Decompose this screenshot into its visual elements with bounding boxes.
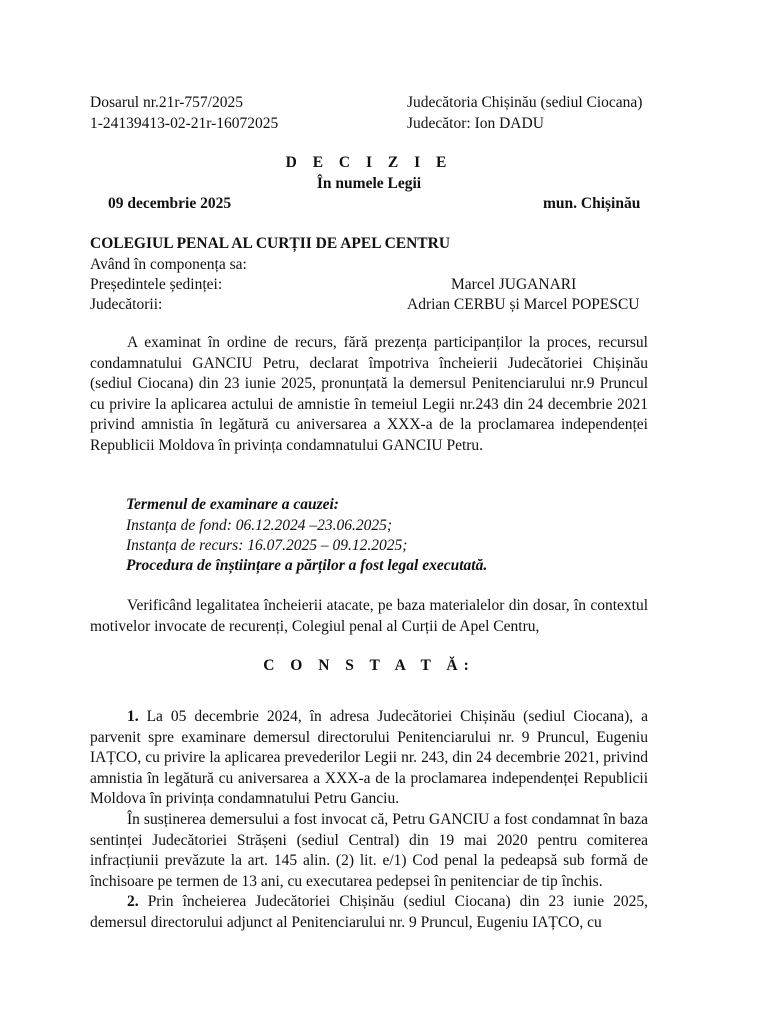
court-name: Judecătoria Chișinău (sediul Ciocana) (407, 94, 643, 111)
intro-paragraph: A examinat în ordine de recurs, fără prezența participanților la proces, recursul condamnatului GANCIU Petru, declarat împotriva încheierii Judecătoriei Chișinău (sediul Ciocana) din 23 iunie 2025, pronunțată la demersul Penitenciarului nr.9 Pruncul cu privire la aplicarea actului de amnistie în temeiul Legii nr.243 din 24 decembrie 2021 privind amnistia în legătură cu aniversarea a XXX-a de la proclamarea independenței Republicii Moldova în privința condamnatului GANCIU Petru. (90, 334, 648, 454)
composition-label: Având în componența sa: (90, 256, 247, 273)
judges-names: Adrian CERBU și Marcel POPESCU (407, 296, 640, 313)
point-1-continuation (90, 810, 648, 892)
first-instance-term: Instanța de fond: 06.12.2024 –23.06.2025; (126, 517, 393, 534)
point-1-text: La 05 decembrie 2024, în adresa Judecătoriei Chișinău (sediul Ciocana), a parvenit spre examinare demersul directorului Penitenciarului nr. 9 Pruncul, Eugeniu IAȚCO, cu privire la aplicarea prevederilor Legii nr. 243, din 24 decembrie 2021, privind amnistia în legătură cu aniversarea a XXX-a de la proclamarea independenței Republicii Moldova în privința condamnatului Petru Ganciu. (90, 708, 648, 808)
case-id: 1-24139413-02-21r-16072025 (90, 115, 279, 132)
appeal-instance-term: Instanța de recurs: 16.07.2025 – 09.12.2025; (126, 537, 408, 554)
finds-heading-text: C O N S T A T Ă: (263, 657, 475, 674)
decision-place: mun. Chișinău (543, 195, 641, 212)
finds-heading (90, 656, 648, 676)
case-number: Dosarul nr.21r-757/2025 (90, 94, 243, 111)
document-subtitle: În numele Legii (316, 175, 422, 192)
point-2-number: 2. (127, 893, 139, 910)
verification-paragraph: Verificând legalitatea încheierii atacate, pe baza materialelor din dosar, în contextul motivelor invocate de recurenți, Colegiul penal al Curții de Apel Centru, (90, 597, 648, 635)
decision-title: D E C I Z I E (285, 154, 453, 171)
president-label: Președintele ședinței: (90, 276, 223, 293)
point-2 (90, 892, 648, 933)
procedure-note: Procedura de înștiințare a părților a fost legal executată. (126, 557, 488, 574)
terms-heading: Termenul de examinare a cauzei: (126, 496, 339, 513)
decision-date: 09 decembrie 2025 (108, 195, 232, 212)
college-title: COLEGIUL PENAL AL CURȚII DE APEL CENTRU (90, 235, 451, 252)
document-title (90, 153, 648, 173)
point-2-text: Prin încheierea Judecătoriei Chișinău (sediul Ciocana) din 23 iunie 2025, demersul directorului adjunct al Penitenciarului nr. 9 Pruncul, Eugeniu IAȚCO, cu (90, 893, 649, 931)
point-1-number: 1. (127, 708, 139, 725)
judge-name: Judecător: Ion DADU (407, 115, 544, 132)
president-name: Marcel JUGANARI (451, 276, 577, 293)
judges-label: Judecătorii: (90, 296, 163, 313)
point-1-continuation-text: În susținerea demersului a fost invocat că, Petru GANCIU a fost condamnat în baza sentinței Judecătoriei Strășeni (sediul Central) din 19 mai 2020 pentru comiterea infracțiunii prevăzute la art. 145 alin. (2) lit. e/1) Cod penal la pedeapsă sub formă de închisoare pe termen de 13 ani, cu executarea pedepsei în penitenciar de tip închis. (90, 811, 648, 890)
point-1 (90, 707, 648, 810)
